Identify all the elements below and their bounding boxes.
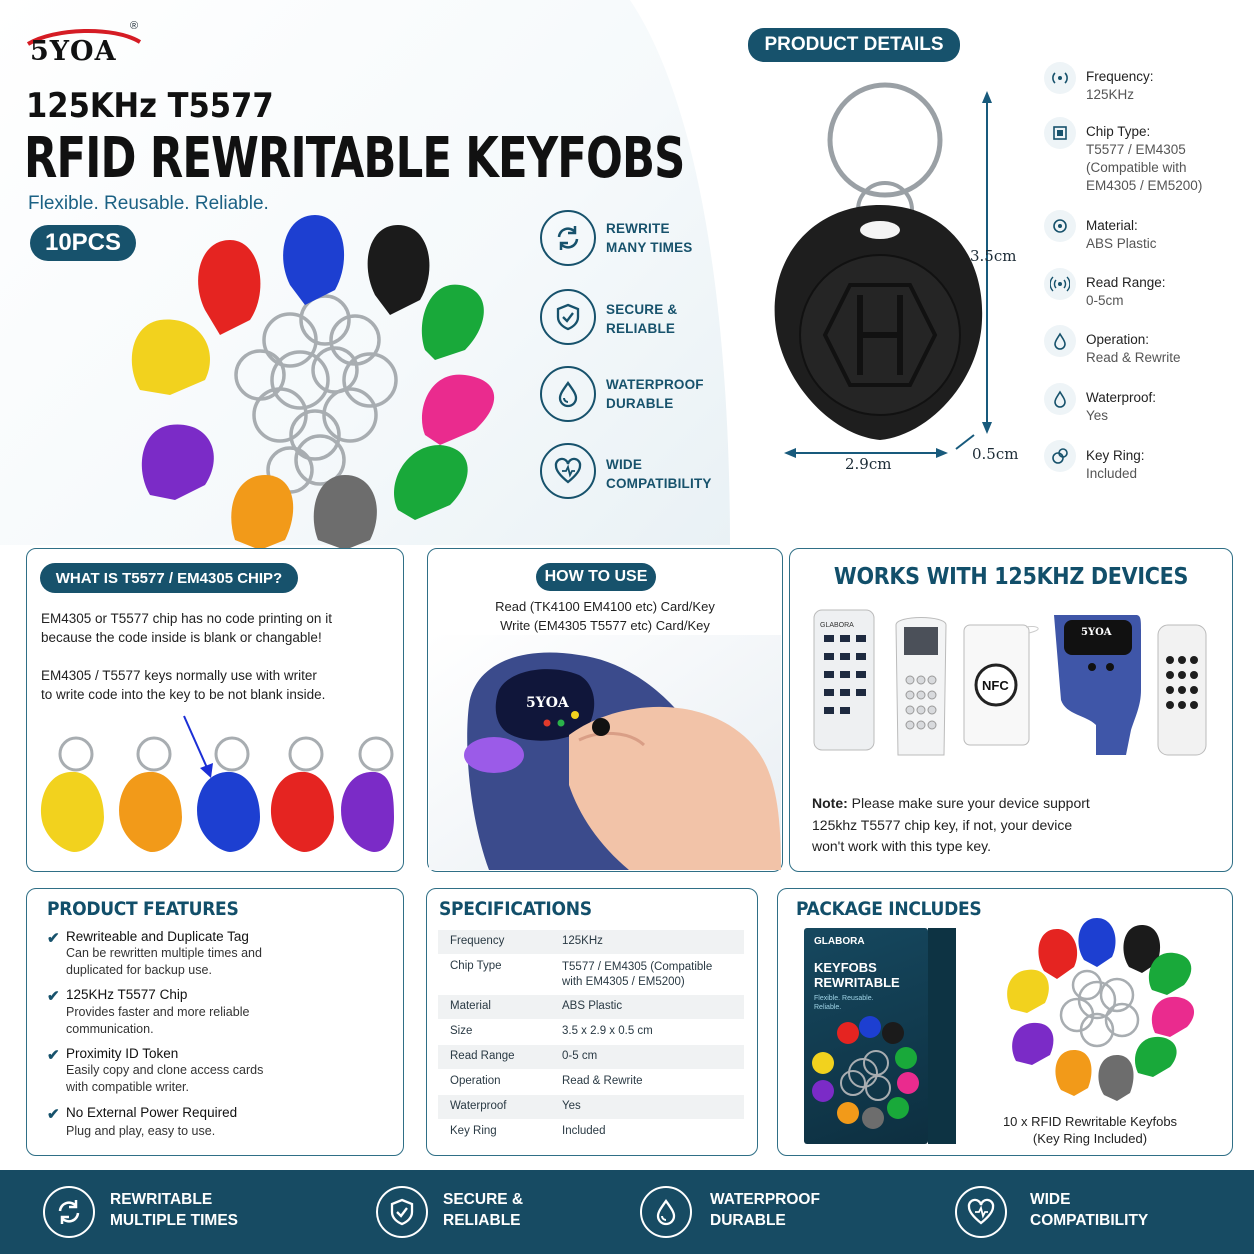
feature-2-desc: Provides faster and more reliable communication. [66, 1005, 250, 1036]
chip-card-header: WHAT IS T5577 / EM4305 CHIP? [40, 563, 298, 593]
check-icon: ✔ [47, 988, 60, 1005]
svg-text:NFC: NFC [982, 678, 1009, 693]
package-includes-header: PACKAGE INCLUDES [796, 898, 982, 920]
spec-row-frequency: Frequency 125KHz [438, 930, 744, 954]
specifications-header: SPECIFICATIONS [439, 898, 592, 920]
rfid-writer-in-hand-image [429, 635, 781, 870]
hero-subtitle: 125KHz T5577 [26, 86, 274, 126]
detail-waterproof: Waterproof: Yes [1086, 390, 1157, 423]
box-tagline: Flexible. Reusable. Reliable. [814, 995, 874, 1011]
dimension-depth: 0.5cm [972, 445, 1019, 463]
package-keyfobs-image [1002, 915, 1202, 1105]
package-caption: 10 x RFID Rewritable Keyfobs (Key Ring Included) [1002, 1114, 1178, 1146]
detail-key-ring: Key Ring: Included [1086, 448, 1145, 481]
drop-icon [1044, 325, 1076, 357]
retail-box-image [804, 928, 928, 1144]
box-title: KEYFOBS REWRITABLE [814, 960, 900, 990]
detail-material: Material: ABS Plastic [1086, 218, 1157, 251]
chip-card-paragraph-1: EM4305 or T5577 chip has no code printing on it because the code inside is blank or changable! [41, 611, 332, 645]
detail-read-range: Read Range: 0-5cm [1086, 275, 1166, 308]
hero-feature-1: REWRITE MANY TIMES [606, 221, 693, 255]
spec-row-size: Size 3.5 x 2.9 x 0.5 cm [450, 1025, 653, 1037]
hero-feature-3: WATERPROOF DURABLE [606, 377, 704, 411]
waterproof-icon [1044, 383, 1076, 415]
count-badge: 10PCS [30, 225, 136, 261]
keyfob-cluster-image [120, 210, 530, 550]
hero-title: RFID REWRITABLE KEYFOBS [24, 126, 685, 191]
spec-row-operation: Operation Read & Rewrite [450, 1075, 643, 1087]
feature-4-desc: Plug and play, easy to use. [66, 1124, 216, 1138]
spec-row-key-ring: Key Ring Included [450, 1125, 606, 1137]
hero-feature-4: WIDE COMPATIBILITY [606, 457, 712, 491]
material-icon [1044, 210, 1076, 242]
registered-mark: ® [130, 20, 139, 32]
refresh-icon [540, 210, 596, 266]
refresh-icon [43, 1186, 95, 1238]
footer-feature-2: SECURE & RELIABLE [443, 1191, 524, 1229]
footer-bar [0, 1170, 1254, 1254]
product-details-header: PRODUCT DETAILS [748, 28, 960, 62]
footer-feature-1: REWRITABLE MULTIPLE TIMES [110, 1191, 239, 1229]
compatible-devices-image [806, 605, 1220, 765]
how-to-use-header: HOW TO USE [536, 563, 656, 591]
spec-row-material: Material ABS Plastic [438, 995, 744, 1019]
heart-check-icon [955, 1186, 1007, 1238]
signal-icon [1044, 62, 1076, 94]
pointer-arrow-icon [180, 712, 220, 782]
spec-row-chip-type: Chip Type T5577 / EM4305 (Compatible with EM4305 / EM5200) [450, 960, 713, 988]
spec-row-waterproof: Waterproof Yes [438, 1095, 744, 1119]
dimension-height: 3.5cm [970, 247, 1017, 265]
feature-3-desc: Easily copy and clone access cards with compatible writer. [66, 1063, 264, 1094]
feature-2-title: 125KHz T5577 Chip [66, 987, 188, 1002]
feature-1-title: Rewriteable and Duplicate Tag [66, 929, 249, 944]
svg-text:5YOA: 5YOA [526, 695, 569, 711]
dimension-arrows [780, 85, 1030, 475]
compatibility-note: Note: Please make sure your device support 125khz T5577 chip key, if not, your device won't work with this type key. [812, 795, 1090, 854]
check-icon: ✔ [47, 930, 60, 947]
footer-feature-4: WIDE COMPATIBILITY [1030, 1191, 1149, 1229]
spec-row-read-range: Read Range 0-5 cm [438, 1045, 744, 1069]
hero-tagline: Flexible. Reusable. Reliable. [28, 193, 269, 214]
brand-logo [24, 22, 144, 70]
water-drop-icon [540, 366, 596, 422]
water-drop-icon [640, 1186, 692, 1238]
compatible-devices-header: WORKS WITH 125KHZ DEVICES [833, 564, 1189, 590]
chip-icon [1044, 117, 1076, 149]
shield-check-icon [376, 1186, 428, 1238]
product-features-header: PRODUCT FEATURES [47, 898, 239, 920]
box-brand: GLABORA [814, 936, 865, 947]
detail-frequency: Frequency: 125KHz [1086, 69, 1154, 102]
detail-operation: Operation: Read & Rewrite [1086, 332, 1181, 365]
brand-logo-text: 5YOA [30, 36, 117, 67]
feature-4-title: No External Power Required [66, 1105, 238, 1120]
retail-box-side [928, 928, 956, 1144]
shield-check-icon [540, 289, 596, 345]
check-icon: ✔ [47, 1047, 60, 1064]
svg-text:5YOA: 5YOA [1081, 627, 1112, 638]
check-icon: ✔ [47, 1106, 60, 1123]
feature-1-desc: Can be rewritten multiple times and duplicated for backup use. [66, 946, 262, 977]
feature-3-title: Proximity ID Token [66, 1046, 179, 1061]
keyring-icon [1044, 440, 1076, 472]
heart-check-icon [540, 443, 596, 499]
chip-card-paragraph-2: EM4305 / T5577 keys normally use with writer to write code into the key to be not blank inside. [41, 668, 326, 702]
how-to-use-text: Read (TK4100 EM4100 etc) Card/Key Write (EM4305 T5577 etc) Card/Key [495, 599, 715, 633]
hero-feature-2: SECURE & RELIABLE [606, 302, 678, 336]
dimension-width: 2.9cm [845, 455, 892, 473]
footer-feature-3: WATERPROOF DURABLE [710, 1191, 820, 1229]
range-icon [1044, 268, 1076, 300]
svg-text:GLABORA: GLABORA [820, 622, 854, 629]
detail-chip-type: Chip Type: T5577 / EM4305 (Compatible with EM4305 / EM5200) [1086, 124, 1203, 193]
